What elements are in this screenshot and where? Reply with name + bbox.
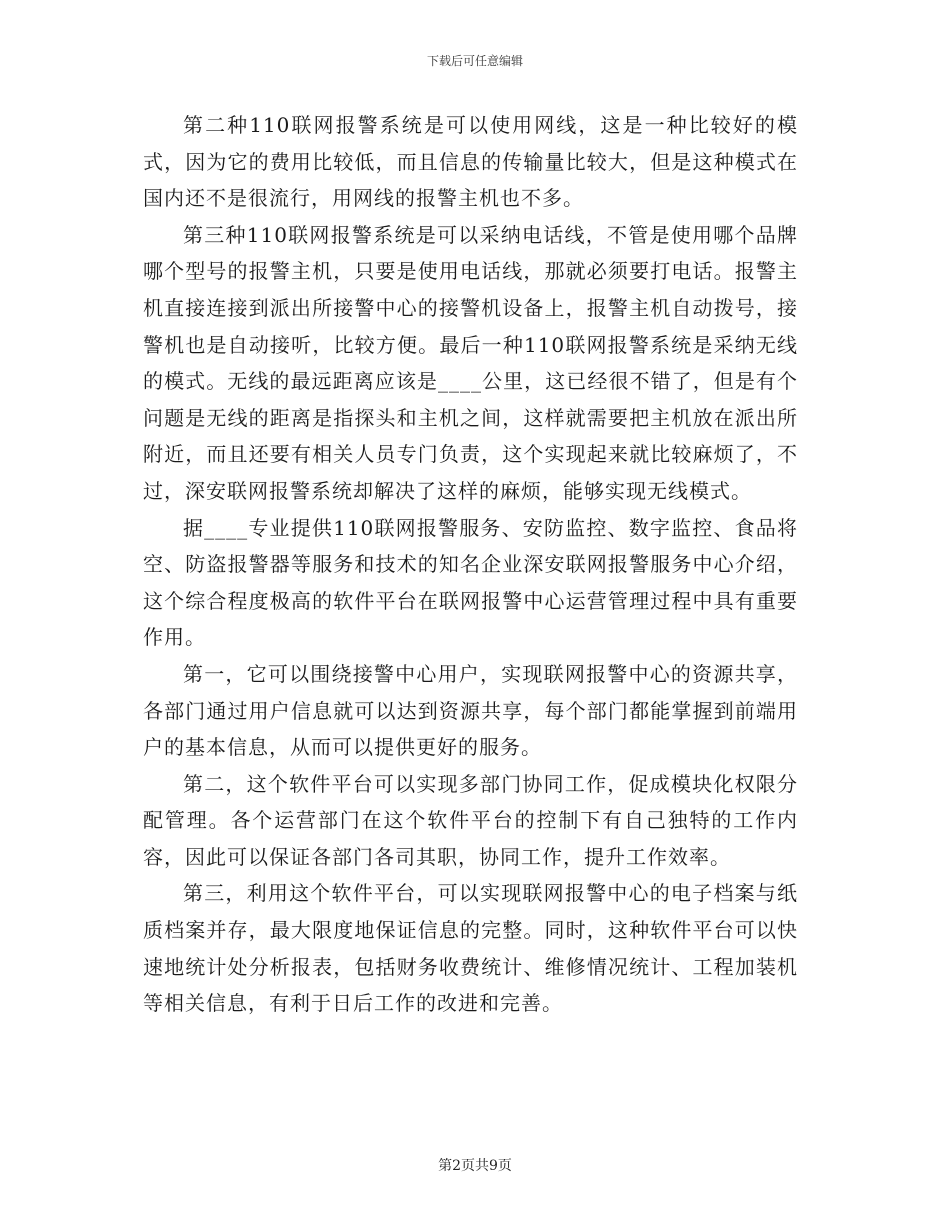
paragraph-5: 第二，这个软件平台可以实现多部门协同工作，促成模块化权限分配管理。各个运营部门在这个软件平台的控制下有自己独特的工作内容，因此可以保证各部门各司其职，协同工作，提升工作效率。 <box>143 771 798 869</box>
paragraph-3: 据____专业提供110联网报警服务、安防监控、数字监控、食品将空、防盗报警器等服务和技术的知名企业深安联网报警服务中心介绍，这个综合程度极高的软件平台在联网报警中心运营管理过程中具有重要作用。 <box>143 515 798 650</box>
document-body <box>143 107 798 1022</box>
paragraph-2: 第三种110联网报警系统是可以采纳电话线，不管是使用哪个品牌哪个型号的报警主机，只要是使用电话线，那就必须要打电话。报警主机直接连接到派出所接警中心的接警机设备上，报警主机自动拨号，接警机也是自动接听，比较方便。最后一种110联网报警系统是采纳无线的模式。无线的最远距离应该是____公里，这已经很不错了，但是有个问题是无线的距离是指探头和主机之间，这样就需要把主机放在派出所附近，而且还要有相关人员专门负责，这个实现起来就比较麻烦了，不过，深安联网报警系统却解决了这样的麻烦，能够实现无线模式。 <box>143 222 798 503</box>
paragraph-4: 第一，它可以围绕接警中心用户，实现联网报警中心的资源共享，各部门通过用户信息就可以达到资源共享，每个部门都能掌握到前端用户的基本信息，从而可以提供更好的服务。 <box>143 661 798 760</box>
paragraph-6: 第三，利用这个软件平台，可以实现联网报警中心的电子档案与纸质档案并存，最大限度地保证信息的完整。同时，这种软件平台可以快速地统计处分析报表，包括财务收费统计、维修情况统计、工程加装机等相关信息，有利于日后工作的改进和完善。 <box>143 881 798 1016</box>
paragraph-1: 第二种110联网报警系统是可以使用网线，这是一种比较好的模式，因为它的费用比较低，而且信息的传输量比较大，但是这种模式在国内还不是很流行，用网线的报警主机也不多。 <box>143 113 798 211</box>
page-number-footer: 第2页共9页 <box>438 1158 512 1174</box>
page-header-note: 下载后可任意编辑 <box>426 54 523 68</box>
